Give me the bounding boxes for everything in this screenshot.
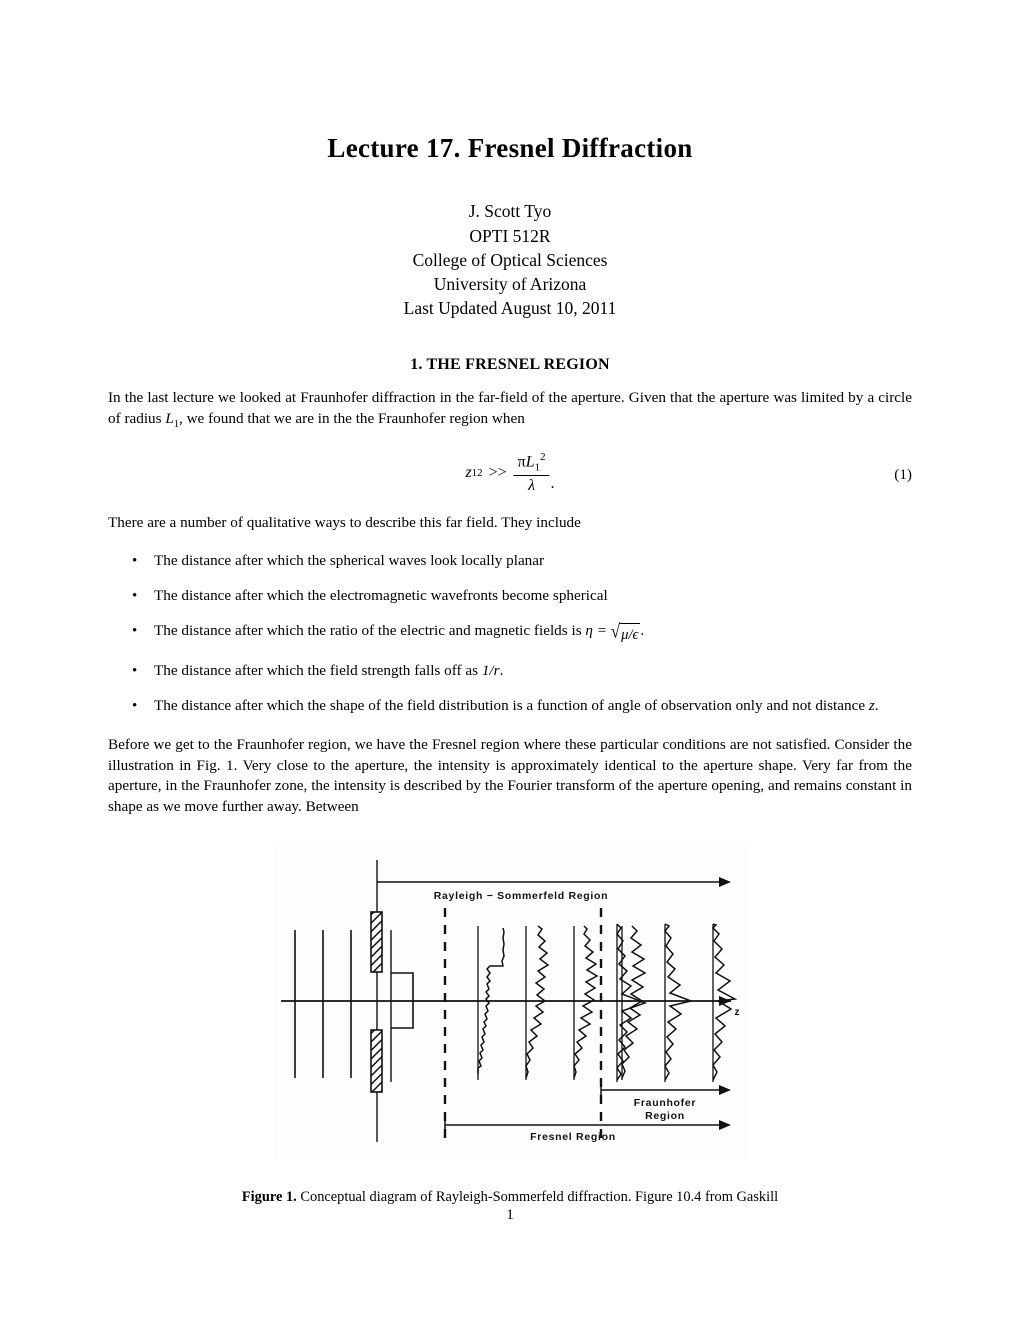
- section-heading: 1. THE FRESNEL REGION: [410, 356, 610, 374]
- fraction-denominator: λ: [528, 476, 536, 494]
- author-name: J. Scott Tyo: [468, 201, 552, 222]
- equation-lhs-symbol: z: [465, 464, 472, 482]
- fraunhofer-arrow: [601, 1084, 731, 1096]
- fraunhofer-label-line2: Region: [645, 1109, 685, 1122]
- equation-relation: >>: [488, 464, 507, 482]
- bullet-icon: •: [132, 697, 138, 714]
- pi-symbol: π: [517, 452, 526, 470]
- bullet-icon: •: [132, 553, 138, 570]
- page-title: Lecture 17. Fresnel Diffraction: [327, 133, 693, 163]
- bullet-icon: •: [132, 623, 138, 640]
- eta-expression: η =: [585, 622, 611, 640]
- college-name: College of Optical Sciences: [412, 249, 608, 270]
- figure-caption: [108, 1188, 912, 1207]
- list-item-label: The distance after which the ratio of the electric and magnetic fields is: [154, 622, 586, 640]
- equation-number: (1): [894, 465, 912, 483]
- numerator-symbol: L: [525, 452, 535, 470]
- z-axis-label: z: [734, 1006, 740, 1018]
- numerator-subscript: 1: [534, 461, 541, 474]
- qualitative-ways-list: [108, 551, 912, 716]
- list-item: [132, 551, 912, 572]
- fraunhofer-profile-2: [665, 924, 691, 1080]
- radius-symbol: L: [165, 410, 174, 427]
- intro-paragraph: [108, 388, 912, 435]
- fresnel-label: Fresnel Region: [530, 1130, 616, 1143]
- figure-1: [108, 842, 912, 1160]
- author-block: [108, 199, 912, 320]
- equation-terminator: .: [550, 474, 555, 492]
- figure-caption-text: Conceptual diagram of Rayleigh-Sommerfeld diffraction. Figure 10.4 from Gaskill: [296, 1188, 779, 1205]
- rayleigh-sommerfeld-label: Rayleigh − Sommerfeld Region: [433, 889, 609, 902]
- inverse-r-fraction: 1/r: [481, 661, 500, 679]
- z-axis: [281, 996, 731, 1006]
- figure-caption-label: Figure 1.: [241, 1188, 297, 1205]
- radicand: μ/ϵ: [619, 623, 640, 646]
- list-item: [132, 621, 912, 646]
- bullet-icon: •: [132, 662, 138, 679]
- list-item: [132, 661, 912, 682]
- aperture-stop-upper: [371, 912, 382, 972]
- list-item-trailing: .: [640, 622, 645, 640]
- list-item: [132, 696, 912, 717]
- equation-fraction: [514, 452, 550, 495]
- fresnel-profile-3: [574, 926, 597, 1078]
- page-number: 1: [506, 1207, 514, 1223]
- aperture-stop-lower: [371, 1030, 382, 1092]
- z-symbol: z: [868, 696, 875, 714]
- course-code: OPTI 512R: [469, 225, 551, 246]
- equation-1: [108, 452, 912, 500]
- equation-lhs-subscript: 12: [471, 467, 483, 480]
- equation-body: [465, 452, 554, 495]
- intro-text-part2: , we found that we are in the the Fraunhofer region when: [179, 410, 525, 427]
- closing-paragraph: Before we get to the Fraunhofer region, we have the Fresnel region where these particular conditions are not satisfied. Consider the illustration in Fig. 1. Very close to the aperture, the intensity is approximately identical to the aperture shape. Very far from the aperture, in the Fraunhofer zone, the intensity is described by the Fourier transform of the aperture opening, and remains constant in shape as we move further away. Between: [108, 736, 912, 815]
- list-intro-paragraph: There are a number of qualitative ways to describe this far field. They include: [108, 513, 581, 531]
- sqrt-expression: [610, 620, 641, 646]
- list-item-label: The distance after which the shape of the field distribution is a function of angle of observation only and not distance: [154, 696, 869, 714]
- last-updated: Last Updated August 10, 2011: [403, 298, 617, 319]
- figure-image: [273, 842, 747, 1160]
- radical-sign-icon: √: [610, 620, 621, 643]
- intro-text-part1: In the last lecture we looked at Fraunhofer diffraction in the far-field of the aperture. Given that the aperture was limited by a circle of radius: [108, 389, 912, 427]
- fraction-numerator: [514, 452, 550, 475]
- list-item-label: The distance after which the spherical waves look locally planar: [154, 552, 545, 570]
- fresnel-arrow: [445, 1119, 731, 1131]
- list-item: [132, 586, 912, 607]
- fraunhofer-label-line1: Fraunhofer: [633, 1096, 697, 1109]
- page-content: [108, 0, 912, 1207]
- university-name: University of Arizona: [433, 274, 587, 294]
- list-item-trailing: .: [499, 661, 504, 679]
- numerator-superscript: 2: [540, 450, 546, 463]
- fraunhofer-profile-1: [617, 924, 645, 1080]
- rayleigh-sommerfeld-arrow: [377, 877, 731, 887]
- bullet-icon: •: [132, 588, 138, 605]
- list-item-trailing: .: [874, 696, 879, 714]
- fresnel-profile-2: [526, 926, 548, 1078]
- radius-subscript: 1: [173, 419, 179, 431]
- list-item-label: The distance after which the field strength falls off as: [154, 661, 482, 679]
- list-item-label: The distance after which the electromagnetic wavefronts become spherical: [154, 587, 608, 605]
